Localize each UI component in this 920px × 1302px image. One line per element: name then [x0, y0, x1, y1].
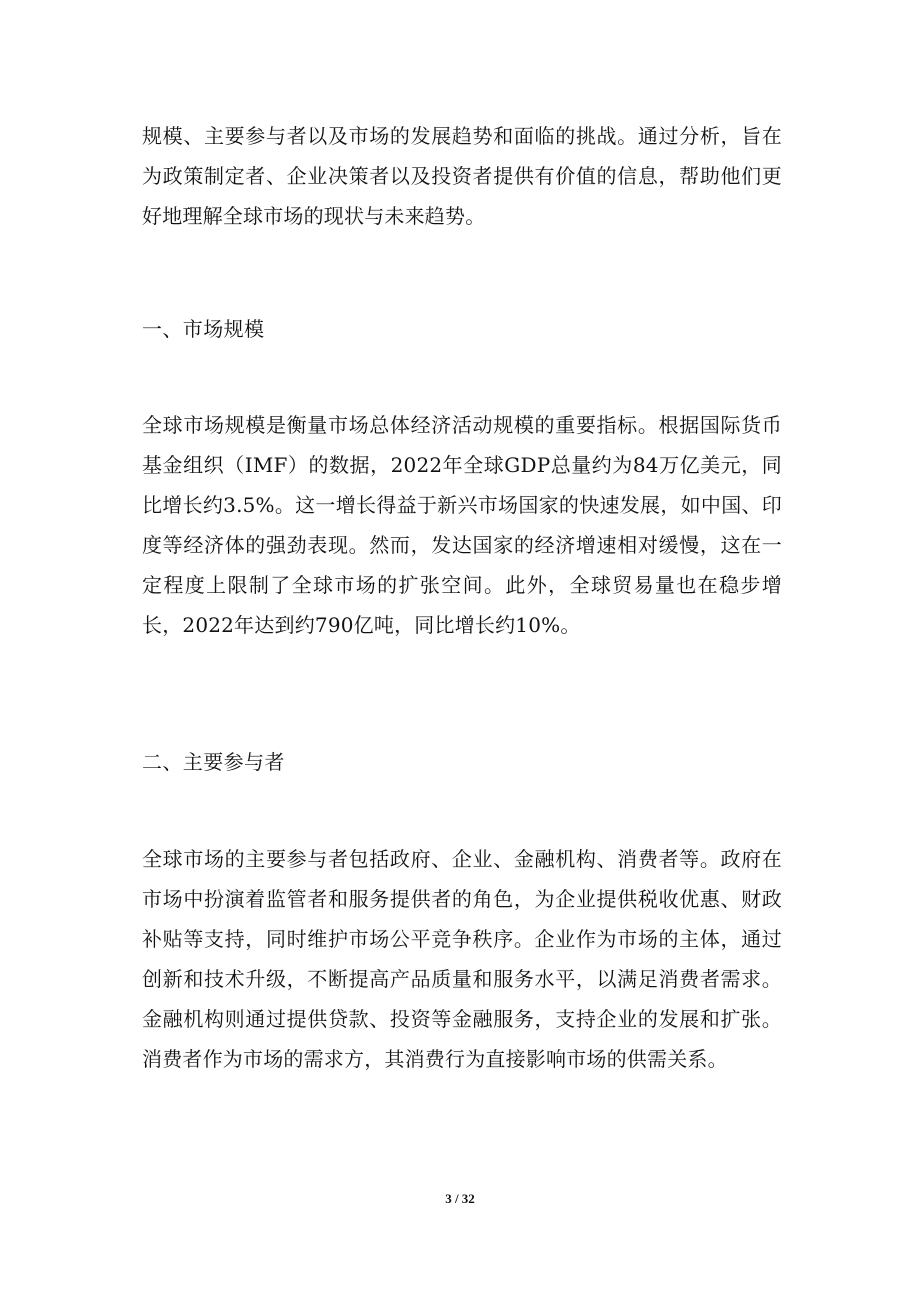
page-number: 3 / 32 — [445, 1191, 475, 1206]
main-participants-paragraph: 全球市场的主要参与者包括政府、企业、金融机构、消费者等。政府在市场中扮演着监管者和服务提供者的角色，为企业提供税收优惠、财政补贴等支持，同时维护市场公平竞争秩序。企业作为市场的主体，通过创新和技术升级，不断提高产品质量和服务水平，以满足消费者需求。金融机构则通过提供贷款、投资等金融服务，支持企业的发展和扩张。消费者作为市场的需求方，其消费行为直接影响市场的供需关系。 — [142, 847, 782, 1071]
market-size-paragraph: 全球市场规模是衡量市场总体经济活动规模的重要指标。根据国际货币基金组织（IMF）的数据，2022年全球GDP总量约为84万亿美元，同比增长约3.5%。这一增长得益于新兴市场国家的快速发展，如中国、印度等经济体的强劲表现。然而，发达国家的经济增速相对缓慢，这在一定程度上限制了全球市场的扩张空间。此外，全球贸易量也在稳步增长，2022年达到约790亿吨，同比增长约10%。 — [142, 413, 782, 637]
section-heading-market-size: 一、市场规模 — [142, 317, 265, 341]
section-heading-main-participants: 二、主要参与者 — [142, 750, 285, 774]
intro-paragraph: 规模、主要参与者以及市场的发展趋势和面临的挑战。通过分析，旨在为政策制定者、企业决策者以及投资者提供有价值的信息，帮助他们更好地理解全球市场的现状与未来趋势。 — [142, 124, 782, 228]
